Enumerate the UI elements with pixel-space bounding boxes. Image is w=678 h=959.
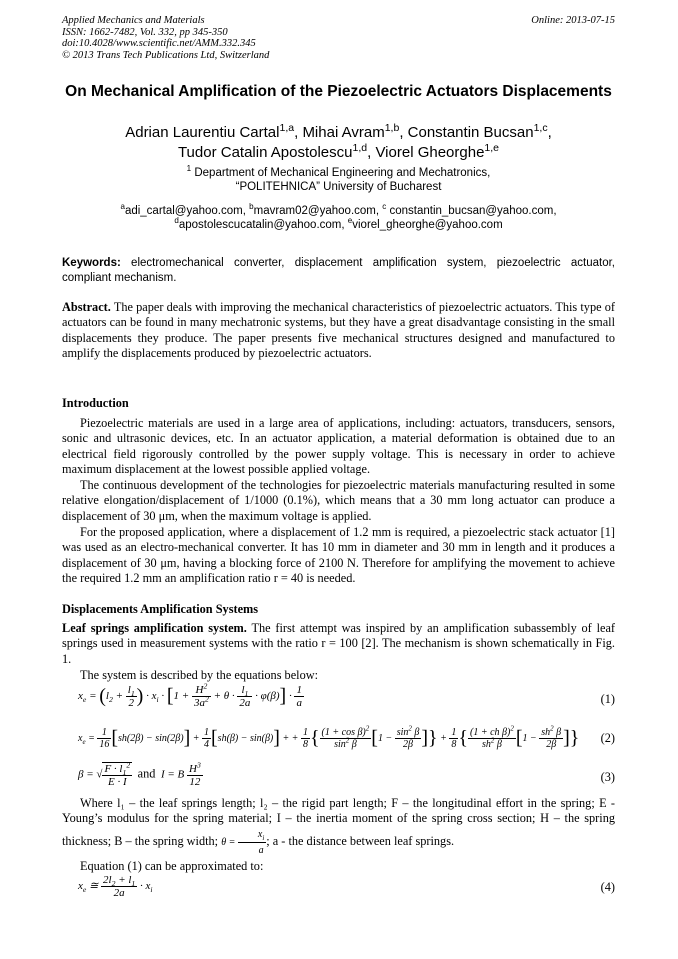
paragraph: Equation (1) can be approximated to:	[80, 859, 264, 873]
online-date: Online: 2013-07-15	[531, 15, 615, 26]
paragraph: Where l₁ – the leaf springs length; l₂ – the rigid part length; F – the longitudinal effort in the spring; E - Young’s modulus for the spring material; I – the inertia moment of the spring cross section; H – the spring thickness; B – the spring width; θ = $\frac{x_i}{a}$ ; a - the distance between leaf springs.	[62, 796, 615, 857]
affiliation-line: Department of Mechanical Engineering and Mechatronics,	[194, 167, 491, 179]
keywords-label: Keywords:	[62, 257, 121, 269]
keywords	[62, 256, 615, 285]
section-heading: Displacements Amplification Systems	[62, 602, 259, 616]
email-link[interactable]: constantin_bucsan@yahoo.com	[389, 205, 554, 217]
email-link[interactable]: apostolescucatalin@yahoo.com	[178, 219, 342, 231]
author-list: Adrian Laurentiu Cartal$^{1,a}$, Mihai Avram$^{1,b}$, Constantin Bucsan$^{1,c}$, Tudor Catalin Apostolescu$^{1,d}$, Viorel Gheorghe$^{1,e}$	[125, 122, 552, 161]
equation-3: β = √ $\frac{F \cdot l_1^2}{E \cdot I}$ and I = B $\frac{H^3}{12}$	[78, 759, 201, 788]
keywords-text: electromechanical converter, displacement amplification system, piezoelectric actuator, compliant mechanism.	[62, 257, 615, 284]
journal-name: Applied Mechanics and Materials	[62, 15, 205, 26]
author-name: Viorel Gheorghe	[375, 144, 485, 161]
abstract-label: Abstract.	[62, 300, 111, 314]
equation-2: $x_e$ = $\frac{1}{16}$ [sh(2β) − sin(2β)] + $\frac{1}{4}$ [sh(β) − sin(β)] + + $\frac{1}{8}$ { $\frac{(1 + \cos \beta)^2}{\sin^2 \beta}$ [1 − $\frac{\sin^2 \beta}{2\beta}$ ]} + $\frac{1}{8}$ { $\frac{(1 + ch \beta)^2}{sh^2 \beta}$ [1 − $\frac{sh^2 \beta}{2\beta}$ ]}	[78, 724, 580, 750]
paragraph-text: ; a - the distance between leaf springs.	[266, 834, 455, 849]
paragraph: For the proposed application, where a displacement of 1.2 mm is required, a piezoelectric stack actuator [1] was used as an electro-mechanical converter. It has 10 mm in diameter and 30 mm in length and it produces a displacement of 30 μm, having a blocking force of 2100 N. Therefore for amplifying the movement to achieve the required 1.2 mm an amplification ratio r = 40 is needed.	[62, 525, 615, 586]
paragraph-text: Where l₁ – the leaf springs length; l₂ – the rigid part length; F – the longitudinal effort in the spring; E - Young’s modulus for the spring material; I – the inertia moment of the spring cross section; H – the spring thickness; B – the spring width;	[62, 796, 615, 849]
paper-title: On Mechanical Amplification of the Piezoelectric Actuators Displacements	[65, 83, 612, 100]
equation-number: (4)	[600, 880, 615, 894]
author-sup: 1,c	[533, 122, 548, 134]
issn-line: ISSN: 1662-7482, Vol. 332, pp 345-350	[62, 26, 228, 38]
paragraph: Piezoelectric materials are used in a large area of applications, including: actuators, transducers, sensors, sonic and ultrasonic devices, etc. In an actuator application, a material deformation is obtained due to an electrical field rigorously controlled by the power supply voltage. This is necessary in order to achieve maximum displacement at the lowest possible applied voltage.	[62, 416, 615, 477]
doi-line: doi:10.4028/www.scientific.net/AMM.332.345	[62, 38, 256, 49]
author-name: Mihai Avram	[302, 124, 385, 141]
email-list: $^a$adi_cartal@yahoo.com, $^b$mavram02@yahoo.com, $^c$ constantin_bucsan@yahoo.com, $^d$apostolescucatalin@yahoo.com, $^e$viorel_gheorghe@yahoo.com	[120, 202, 557, 231]
equation-1: $x_e = (l_2$ + $\frac{l_1}{2}$ ) · $x_i \cdot [1$ + $\frac{H^2}{3a^2}$ + θ · $\frac{l_1}{2a}$ · φ(β)] · $\frac{1}{a}$	[78, 681, 302, 709]
journal-header	[62, 15, 615, 61]
author-name: Tudor Catalin Apostolescu	[177, 144, 353, 161]
paragraph: The continuous development of the technologies for piezoelectric materials manufacturing resulted in some relative elongation/displacement of 1/1000 (0.1%), which means that a 30 mm long actuator can produce a displacement of 30 μm, when the maximum voltage is applied.	[62, 478, 615, 523]
paragraph-text: The first attempt was inspired by an amplification subassembly of leaf springs used in measurement systems with the ratio r = 100 [2]. The mechanism is shown schematically in Fig. 1.	[62, 621, 616, 666]
author-sup: 1,e	[484, 142, 500, 154]
email-link[interactable]: mavram02@yahoo.com	[253, 205, 376, 217]
section-heading: Introduction	[62, 396, 129, 410]
equation-number: (1)	[600, 692, 615, 706]
affiliation-num: 1	[186, 164, 192, 174]
paragraph	[62, 621, 615, 667]
paragraph: The system is described by the equations below:	[80, 668, 319, 682]
abstract-text: The paper deals with improving the mechanical characteristics of piezoelectric actuators. This type of actuators can be found in many mechatronic systems, but they have a great disadvantage consisting in the small displacements they produce. The paper presents five mechanical structures designed and manufactured to amplify the displacements produced by piezoelectric actuators.	[62, 300, 615, 361]
author-name: Constantin Bucsan	[407, 124, 534, 141]
affiliation-line: “POLITEHNICA” University of Bucharest	[235, 181, 442, 193]
abstract	[62, 300, 615, 362]
author-name: Adrian Laurentiu Cartal	[125, 124, 280, 141]
affiliation	[62, 166, 615, 194]
equation-4: $x_e$ ≅ $\frac{2l_2 + l_1}{2a}$ · $x_i$	[78, 874, 153, 899]
subsection-label: Leaf springs amplification system.	[62, 621, 247, 635]
equation-number: (2)	[600, 731, 615, 745]
equation-number: (3)	[600, 770, 615, 784]
author-sup: 1,d	[352, 142, 368, 154]
author-sup: 1,b	[384, 122, 400, 134]
email-link[interactable]: viorel_gheorghe@yahoo.com	[352, 219, 503, 231]
author-sup: 1,a	[279, 122, 295, 134]
copyright-line: © 2013 Trans Tech Publications Ltd, Switzerland	[62, 49, 270, 61]
email-link[interactable]: adi_cartal@yahoo.com	[124, 205, 243, 217]
